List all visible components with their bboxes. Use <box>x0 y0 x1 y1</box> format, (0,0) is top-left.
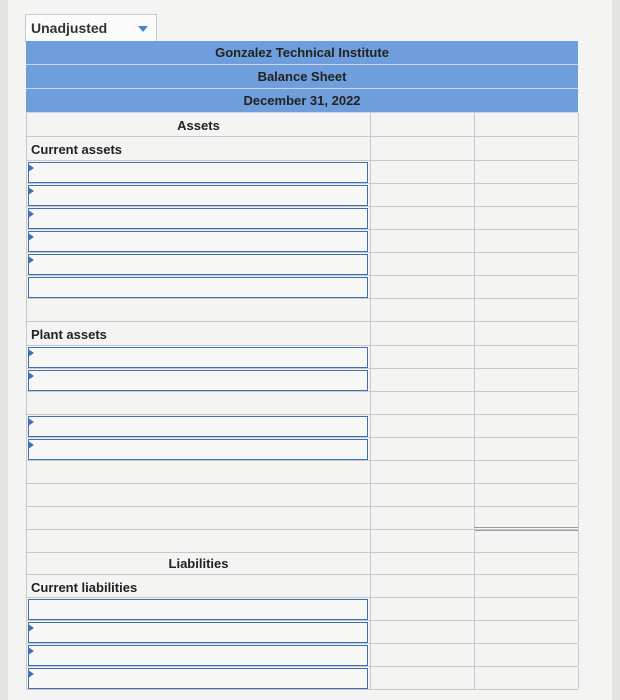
table-row <box>26 598 578 621</box>
plant-asset-amount-cell[interactable] <box>370 392 474 414</box>
table-row <box>26 299 578 322</box>
current-asset-account-select[interactable] <box>28 162 368 183</box>
plant-asset-account-select[interactable] <box>28 347 368 368</box>
plant-asset-account-select[interactable] <box>28 416 368 437</box>
table-row <box>26 667 578 690</box>
table-row <box>26 346 578 369</box>
table-row <box>26 253 578 276</box>
plant-asset-account-select[interactable] <box>28 370 368 391</box>
current-liability-total-cell[interactable] <box>474 598 578 620</box>
plant-assets-label: Plant assets <box>31 327 107 342</box>
current-liability-account-select[interactable] <box>28 645 368 666</box>
plant-asset-amount-cell[interactable] <box>370 438 474 460</box>
double-underline <box>474 527 578 531</box>
liabilities-heading-row <box>26 553 578 575</box>
table-row <box>26 184 578 207</box>
current-asset-account-select[interactable] <box>28 208 368 229</box>
plant-assets-label-row <box>26 322 578 346</box>
current-asset-total-cell[interactable] <box>474 161 578 183</box>
total-current-assets-select[interactable] <box>28 277 368 298</box>
assets-heading-row <box>26 113 578 137</box>
table-row <box>26 415 578 438</box>
current-liability-total-cell[interactable] <box>474 644 578 666</box>
table-row <box>26 530 578 553</box>
current-asset-total-cell[interactable] <box>474 276 578 298</box>
current-liability-total-cell[interactable] <box>474 667 578 689</box>
current-asset-account-select[interactable] <box>28 185 368 206</box>
current-liability-amount-cell[interactable] <box>370 621 474 643</box>
current-liabilities-label: Current liabilities <box>31 580 138 595</box>
current-liability-account-select[interactable] <box>28 668 368 689</box>
current-asset-account-select[interactable] <box>28 231 368 252</box>
plant-asset-total-cell[interactable] <box>474 346 578 368</box>
statement-title-header: Balance Sheet <box>26 65 578 89</box>
dropdown-selected-value: Unadjusted <box>31 20 108 36</box>
plant-asset-amount-cell[interactable] <box>370 369 474 391</box>
current-assets-label-row <box>26 137 578 161</box>
current-asset-amount-cell[interactable] <box>370 207 474 229</box>
table-row <box>26 161 578 184</box>
chevron-down-icon[interactable] <box>138 26 148 32</box>
statement-date-header: December 31, 2022 <box>26 89 578 113</box>
plant-asset-total-cell[interactable] <box>474 438 578 460</box>
table-row <box>26 276 578 299</box>
current-asset-amount-cell[interactable] <box>370 161 474 183</box>
current-liability-amount-cell[interactable] <box>370 667 474 689</box>
table-row <box>26 392 578 415</box>
plant-asset-total-cell[interactable] <box>474 369 578 391</box>
current-asset-amount-cell[interactable] <box>370 253 474 275</box>
liabilities-heading: Liabilities <box>168 556 229 571</box>
table-row <box>26 230 578 253</box>
statement-type-dropdown[interactable] <box>25 14 157 42</box>
table-row <box>26 438 578 461</box>
current-asset-amount-cell[interactable] <box>370 230 474 252</box>
current-assets-label: Current assets <box>31 142 123 157</box>
current-asset-total-cell[interactable] <box>474 230 578 252</box>
current-liability-account-select[interactable] <box>28 599 368 620</box>
plant-asset-total-cell[interactable] <box>474 415 578 437</box>
table-row <box>26 207 578 230</box>
current-asset-amount-cell[interactable] <box>370 184 474 206</box>
current-liabilities-label-row <box>26 575 578 598</box>
plant-asset-amount-cell[interactable] <box>370 346 474 368</box>
table-row <box>26 369 578 392</box>
plant-asset-amount-cell[interactable] <box>370 415 474 437</box>
current-asset-account-select[interactable] <box>28 254 368 275</box>
table-row <box>26 461 578 484</box>
assets-heading: Assets <box>177 118 220 133</box>
current-asset-total-cell[interactable] <box>474 207 578 229</box>
current-liability-amount-cell[interactable] <box>370 598 474 620</box>
table-row <box>26 484 578 507</box>
company-name-header: Gonzalez Technical Institute <box>26 41 578 65</box>
current-liability-amount-cell[interactable] <box>370 644 474 666</box>
current-asset-amount-cell[interactable] <box>370 276 474 298</box>
current-asset-total-cell[interactable] <box>474 253 578 275</box>
table-row <box>26 621 578 644</box>
current-liability-total-cell[interactable] <box>474 621 578 643</box>
total-assets-cell[interactable] <box>474 507 578 529</box>
table-row <box>26 644 578 667</box>
plant-asset-account-select[interactable] <box>28 439 368 460</box>
current-liability-account-select[interactable] <box>28 622 368 643</box>
current-asset-total-cell[interactable] <box>474 184 578 206</box>
